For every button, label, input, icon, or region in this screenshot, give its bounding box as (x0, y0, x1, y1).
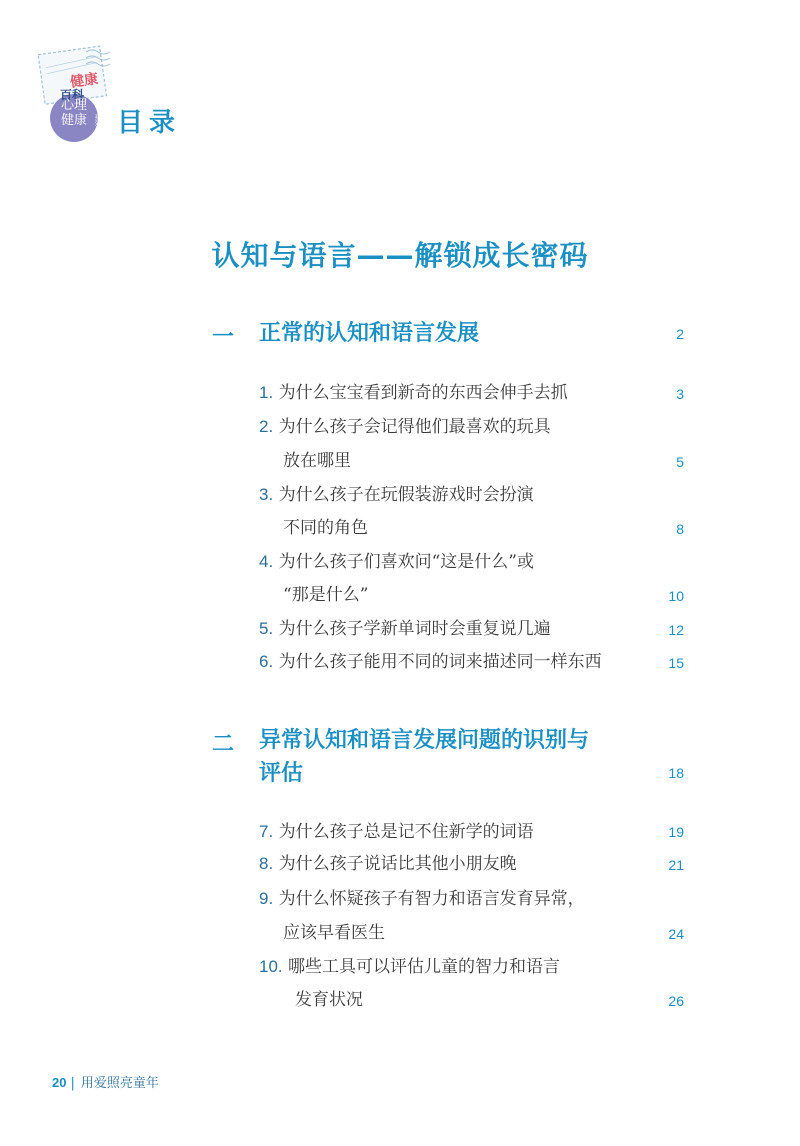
toc-item[interactable] (259, 956, 560, 978)
chapter-number: 二 (212, 732, 235, 757)
chapter-page: 18 (668, 765, 684, 781)
item-page: 8 (676, 521, 684, 537)
stamp-health-text: 健康 (69, 71, 100, 91)
item-title: 为什么宝宝看到新奇的东西会伸手去抓 (278, 383, 568, 403)
item-title: 哪些工具可以评估儿童的智力和语言 (288, 957, 561, 977)
item-number: 6. (259, 652, 274, 671)
chapter-title-cont[interactable]: 评估 (259, 761, 304, 786)
item-title-cont: 应该早看医生 (283, 923, 385, 943)
toc-item[interactable] (259, 651, 602, 673)
item-number: 2. (259, 417, 274, 436)
toc-item[interactable] (259, 853, 517, 875)
item-page: 15 (668, 655, 684, 671)
item-page: 26 (668, 993, 684, 1009)
item-title: 为什么孩子学新单词时会重复说几遍 (278, 619, 551, 639)
toc-item[interactable] (259, 618, 551, 640)
chapter-title[interactable]: 异常认知和语言发展问题的识别与 (259, 728, 590, 753)
item-title: 为什么孩子在玩假装游戏时会扮演 (278, 485, 534, 505)
item-number: 3. (259, 485, 274, 504)
chapter-title[interactable]: 正常的认知和语言发展 (259, 321, 480, 346)
item-title: 为什么孩子说话比其他小朋友晚 (278, 854, 517, 874)
item-page: 24 (668, 926, 684, 942)
page-footer (52, 1072, 159, 1091)
item-number: 5. (259, 619, 274, 638)
item-title-cont: 不同的角色 (283, 518, 368, 538)
item-title-cont: 放在哪里 (283, 451, 351, 471)
item-title-cont: “那是什么” (283, 585, 369, 605)
item-number: 7. (259, 822, 274, 841)
item-page: 3 (676, 386, 684, 402)
item-title: 为什么怀疑孩子有智力和语言发育异常， (278, 889, 585, 909)
series-tag: 系列 (93, 114, 100, 126)
chapter-number: 一 (212, 325, 235, 350)
item-number: 4. (259, 552, 274, 571)
footer-book-title: 用爱照亮童年 (80, 1076, 159, 1091)
item-page: 19 (668, 824, 684, 840)
item-number: 1. (259, 383, 274, 402)
chapter-page: 2 (676, 326, 684, 342)
item-number: 10. (259, 957, 283, 976)
item-page: 21 (668, 857, 684, 873)
footer-page-number: 20 (52, 1075, 67, 1090)
item-title: 为什么孩子能用不同的词来描述同一样东西 (278, 652, 602, 672)
toc-item[interactable] (259, 484, 534, 506)
series-logo (28, 40, 120, 150)
item-title-cont: 发育状况 (295, 990, 363, 1010)
toc-item[interactable] (259, 382, 568, 404)
toc-item[interactable] (259, 821, 534, 843)
toc-item[interactable] (259, 416, 551, 438)
item-number: 8. (259, 854, 274, 873)
item-title: 为什么孩子会记得他们最喜欢的玩具 (278, 417, 551, 437)
section-title: 认知与语言——解锁成长密码 (211, 239, 589, 272)
series-name: 心理 健康 (60, 98, 87, 128)
baike-text: 百科 (60, 88, 85, 102)
item-page: 5 (676, 454, 684, 470)
toc-item[interactable] (259, 888, 585, 910)
footer-separator: | (70, 1076, 75, 1091)
item-number: 9. (259, 889, 274, 908)
item-page: 10 (668, 588, 684, 604)
item-page: 12 (668, 622, 684, 638)
item-title: 为什么孩子总是记不住新学的词语 (278, 822, 534, 842)
toc-heading: 目录 (117, 108, 182, 138)
toc-item[interactable] (259, 551, 534, 573)
item-title: 为什么孩子们喜欢问“这是什么”或 (278, 552, 534, 572)
